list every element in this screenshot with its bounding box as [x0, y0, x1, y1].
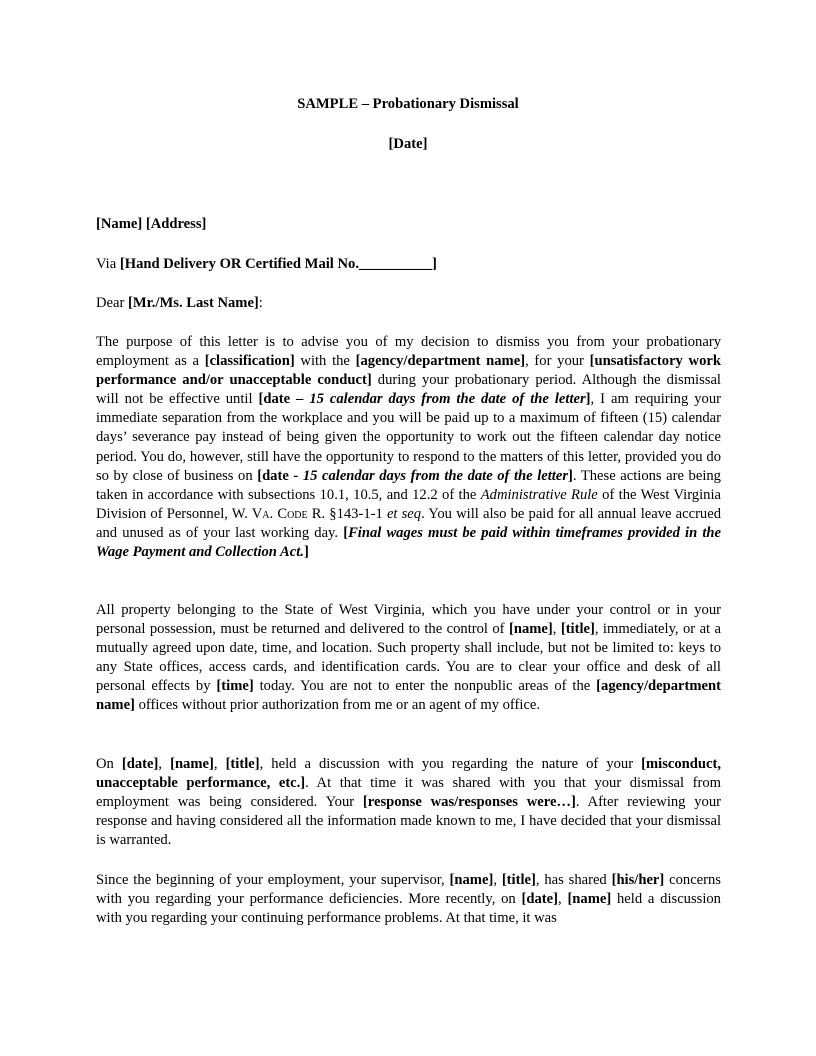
p4-text: ,: [558, 891, 568, 908]
p1-wage-note: Final wages must be paid within timeframes provided in the Wage Payment and Collection Act.: [96, 524, 721, 561]
p1-text: of the West Virginia Division of Personnel, W. V: [96, 486, 721, 522]
p3-text: ,: [158, 756, 171, 772]
p1-response-date: 15 calendar days from the date of the letter: [302, 467, 569, 484]
p1-response-date-open: [date -: [257, 467, 303, 484]
delivery-method: [Hand Delivery OR Certified Mail No.__________]: [119, 256, 437, 272]
p4-title: [title]: [501, 872, 536, 888]
p1-rule-reference: Administrative Rule: [480, 486, 598, 503]
paragraph-dismissal-notice: [96, 333, 721, 562]
p4-date: [date]: [521, 891, 558, 908]
paragraph-property-return: [96, 601, 721, 716]
p3-name: [name]: [170, 756, 214, 772]
p1-text: a: [262, 505, 270, 522]
p1-text: , I am requiring your immediate separation from the workplace and you will be paid up to a maximum of fifteen (15) calendar days’ severance pay instead of being given the opportunity to work out the fifteen calendar day notice period. You do, however, still have the opportunity to respond to the matters of this letter, provided you do so by close of business on: [96, 391, 721, 484]
p2-text: offices without prior authorization from me or an agent of my office.: [134, 697, 541, 714]
p1-et-seq: et seq: [386, 505, 422, 522]
date-placeholder: [Date]: [388, 136, 428, 152]
p4-text: ,: [493, 872, 502, 888]
p4-text: , has shared: [535, 872, 612, 888]
p1-text: . C: [269, 505, 288, 522]
p2-text: , immediately, or at a mutually agreed upon date, time, and location. Such property shall include, but not be limited to: keys to any State offices, access cards, and identification cards. You are to clear your office and desk of all personal effects by: [96, 621, 722, 695]
salutation-prefix: Dear: [96, 295, 125, 311]
p4-text: concerns with you regarding your performance deficiencies. More recently, on: [96, 872, 721, 908]
via-label: Via: [96, 256, 117, 272]
p3-title: [title]: [225, 756, 260, 772]
p2-text: ,: [552, 621, 561, 638]
p3-text: , held a discussion with you regarding the nature of your: [259, 756, 642, 772]
p3-text: On: [96, 756, 122, 772]
p1-reason: [unsatisfactory work performance and/or unacceptable conduct]: [96, 353, 721, 389]
p4-pronoun: [his/her]: [611, 872, 665, 888]
p1-text: , for your: [525, 353, 590, 370]
p1-classification: [classification]: [204, 353, 295, 370]
p4-text: held a discussion with you regarding your continuing performance problems. At that time, it was: [96, 891, 721, 927]
p1-wage-note-close: ]: [303, 544, 309, 561]
p1-effective-date-open: [date –: [258, 391, 310, 408]
paragraph-discussion: [96, 755, 721, 850]
p4-name-2: [name]: [567, 891, 612, 908]
p1-text: during your probationary period. Although the dismissal will not be effective until: [96, 372, 721, 408]
p3-misconduct: [misconduct, unacceptable performance, etc.]: [96, 756, 721, 792]
p2-time: [time]: [216, 678, 254, 695]
paragraph-performance-history: [96, 871, 721, 928]
p3-text: . At that time it was shared with you that your dismissal from employment was being considered. Your: [96, 775, 721, 811]
document-title: SAMPLE – Probationary Dismissal: [297, 96, 519, 112]
recipient-address: [Name] [Address]: [96, 216, 207, 232]
p1-effective-date-close: ]: [585, 391, 591, 408]
p4-name: [name]: [449, 872, 494, 888]
p2-name: [name]: [508, 621, 553, 638]
p1-text: . You will also be paid for all annual leave accrued and unused as of your last working day.: [96, 505, 721, 541]
p1-text: R. §143-1-1: [307, 505, 387, 522]
p1-wage-note-open: [: [343, 524, 349, 541]
p2-title: [title]: [560, 621, 595, 638]
p1-text: with the: [294, 353, 356, 370]
p1-effective-date: 15 calendar days from the date of the letter: [309, 391, 586, 408]
p1-response-date-close: ]: [568, 467, 573, 484]
p1-text: ode: [287, 505, 308, 522]
p1-agency: [agency/department name]: [355, 353, 526, 370]
p3-text: . After reviewing your response and having considered all the information made known to me, I have decided that your dismissal is warranted.: [96, 794, 722, 849]
p3-response: [response was/responses were…]: [362, 794, 576, 811]
salutation-name: [Mr./Ms. Last Name]: [128, 295, 259, 311]
p2-text: today. You are not to enter the nonpublic areas of the: [253, 678, 597, 695]
salutation: [96, 294, 721, 313]
delivery-method-line: [96, 255, 721, 274]
salutation-suffix: :: [258, 295, 263, 311]
p1-text: . These actions are being taken in accordance with subsections 10.1, 10.5, and 12.2 of the: [96, 467, 721, 503]
p2-text: All property belonging to the State of West Virginia, which you have under your control or in your personal possession, must be returned and delivered to the control of: [96, 602, 721, 638]
p2-agency: [agency/department name]: [96, 678, 721, 714]
p1-text: The purpose of this letter is to advise you of my decision to dismiss you from your probationary employment as a: [96, 334, 721, 370]
p4-text: Since the beginning of your employment, your supervisor,: [96, 872, 450, 888]
p3-text: ,: [213, 756, 226, 772]
p3-date: [date]: [121, 756, 159, 772]
